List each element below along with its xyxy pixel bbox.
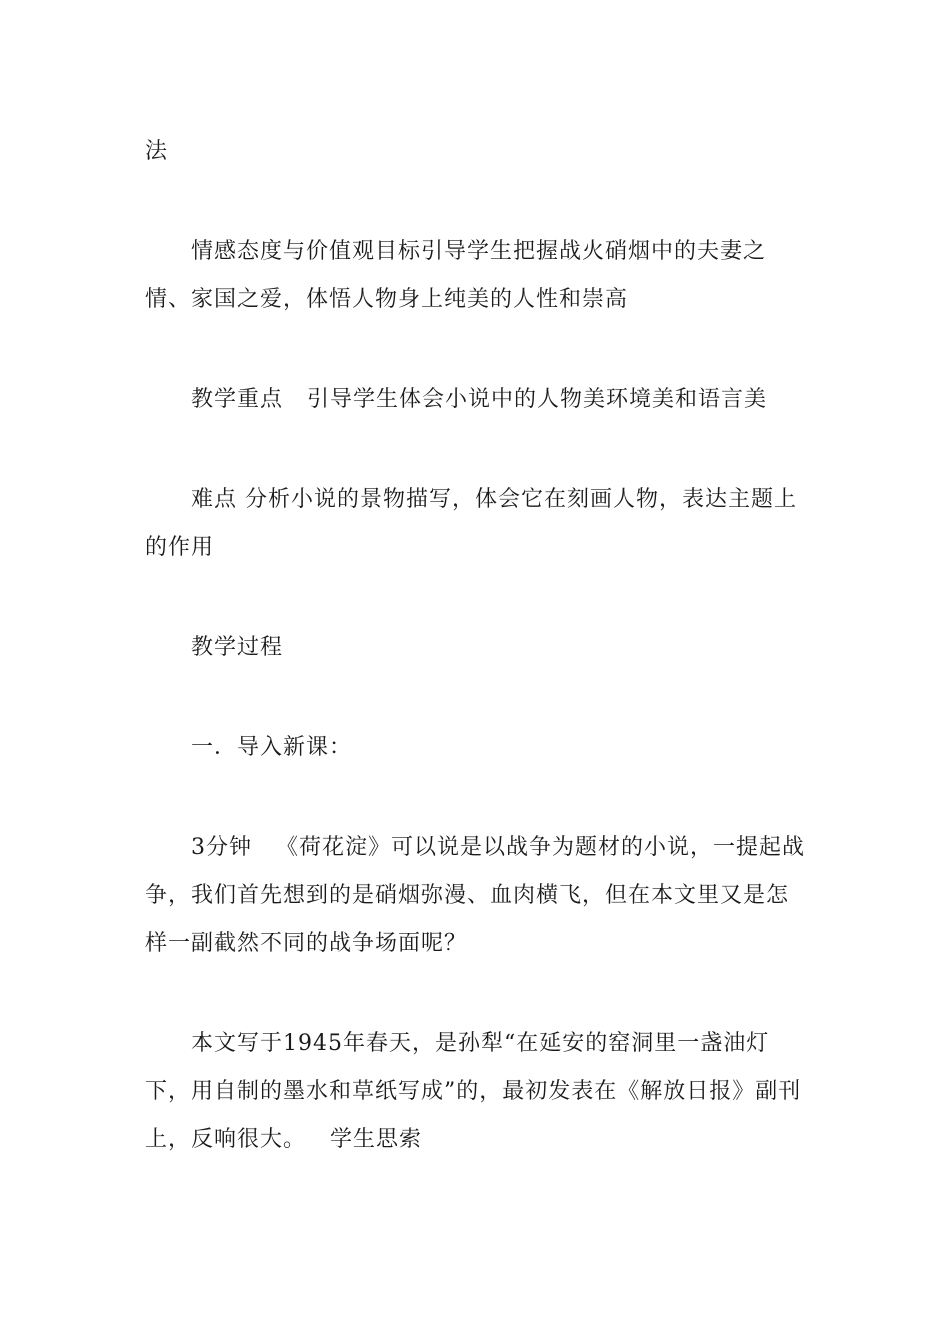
intro-text: 《荷花淀》可以说是以战争为题材的小说，一提起战争，我们首先想到的是硝烟弥漫、血肉横飞，但在本文里又是怎样一副截然不同的战争场面呢？ <box>145 835 806 956</box>
fragment-text: 法 <box>145 139 169 164</box>
key-point-text: 引导学生体会小说中的人物美环境美和语言美 <box>307 387 768 412</box>
section-one-heading <box>145 724 810 772</box>
intro-paragraph <box>145 824 810 968</box>
key-point-label: 教学重点 <box>191 387 284 412</box>
difficulty-paragraph <box>145 476 810 572</box>
key-point-paragraph <box>145 376 810 424</box>
emotion-goal-text: 情感态度与价值观目标引导学生把握战火硝烟中的夫妻之情、家国之爱，体悟人物身上纯美的人性和崇高 <box>145 239 767 312</box>
background-paragraph <box>145 1020 810 1164</box>
emotion-goal-paragraph <box>145 228 810 324</box>
fragment-line <box>145 128 810 176</box>
process-heading-text: 教学过程 <box>191 635 284 660</box>
intro-time: 3分钟 <box>191 835 252 860</box>
background-text: 本文写于1945年春天，是孙犁“在延安的窑洞里一盏油灯下，用自制的墨水和草纸写成”的，最初发表在《解放日报》副刊上，反响很大。 <box>145 1031 802 1152</box>
section-one-heading-text: 一．导入新课： <box>191 735 353 760</box>
difficulty-text: 分析小说的景物描写，体会它在刻画人物，表达主题上的作用 <box>145 487 798 560</box>
student-activity: 学生思索 <box>330 1127 423 1152</box>
process-heading <box>145 624 810 672</box>
difficulty-label: 难点 <box>191 487 238 512</box>
